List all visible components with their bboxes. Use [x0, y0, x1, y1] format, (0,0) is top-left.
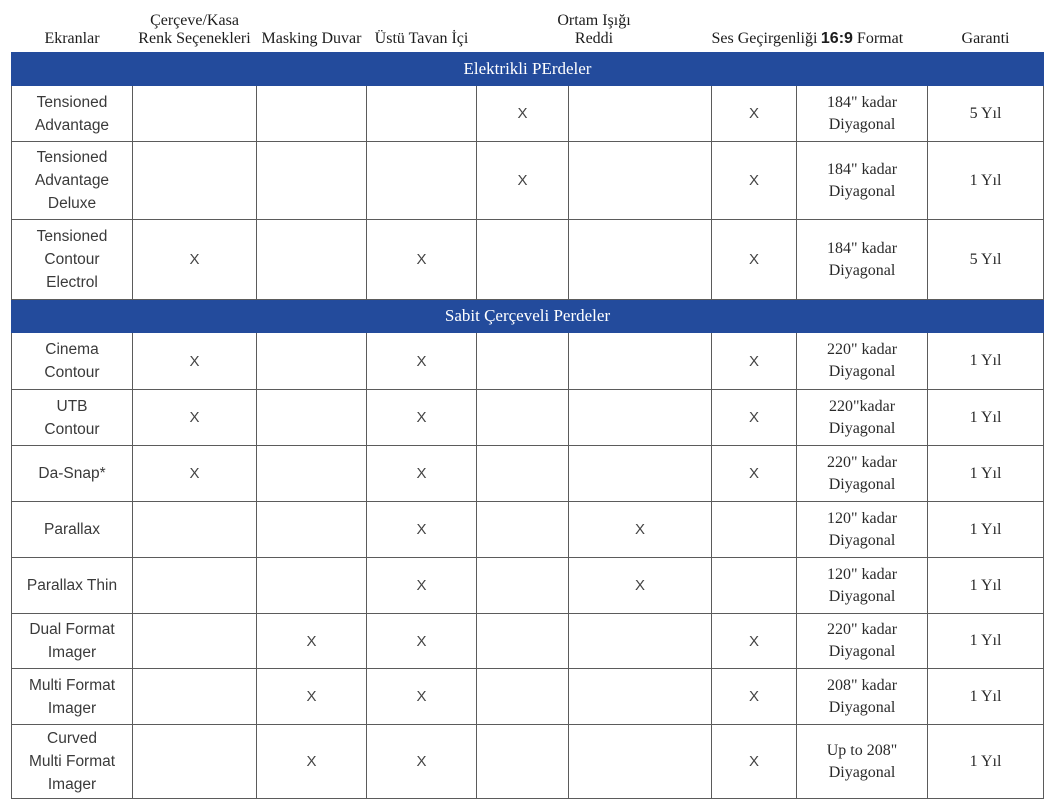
section-title: Sabit Çerçeveli Perdeler: [12, 300, 1044, 333]
header-warranty: Garanti: [961, 30, 1010, 47]
feature-mark-cell: [257, 446, 367, 502]
header-frame-color: Çerçeve/Kasa Renk Seçenekleri: [138, 12, 251, 47]
feature-mark-cell: [712, 558, 797, 614]
feature-mark-cell: [477, 558, 569, 614]
table-body: [12, 53, 1044, 799]
format-size-cell: 120" kadar Diyagonal: [797, 558, 928, 614]
feature-mark-cell: [477, 220, 569, 300]
feature-mark-cell: [477, 502, 569, 558]
feature-mark-cell: X: [257, 614, 367, 669]
feature-mark-cell: X: [367, 725, 477, 799]
feature-mark-cell: [477, 669, 569, 725]
feature-mark-cell: [477, 725, 569, 799]
header-masking-wall: Masking Duvar: [261, 30, 362, 47]
screen-name-cell: Dual Format Imager: [12, 614, 133, 669]
warranty-cell: 1 Yıl: [928, 558, 1044, 614]
feature-mark-cell: X: [712, 725, 797, 799]
feature-mark-cell: [569, 669, 712, 725]
feature-mark-cell: [477, 446, 569, 502]
header-acoustic-transparency: Ses Geçirgenliği: [711, 30, 818, 47]
feature-mark-cell: X: [712, 86, 797, 142]
feature-mark-cell: [569, 220, 712, 300]
feature-mark-cell: [569, 614, 712, 669]
feature-mark-cell: [257, 333, 367, 390]
warranty-cell: 5 Yıl: [928, 86, 1044, 142]
warranty-cell: 1 Yıl: [928, 142, 1044, 220]
feature-mark-cell: [133, 142, 257, 220]
section-header-row: [12, 300, 1044, 333]
feature-mark-cell: [257, 142, 367, 220]
feature-mark-cell: X: [477, 142, 569, 220]
feature-mark-cell: [569, 86, 712, 142]
feature-mark-cell: [257, 390, 367, 446]
feature-mark-cell: [133, 669, 257, 725]
header-row: [12, 0, 1044, 53]
feature-mark-cell: X: [367, 390, 477, 446]
comparison-table-container: [11, 0, 1043, 799]
feature-mark-cell: X: [367, 558, 477, 614]
screen-name-cell: Tensioned Contour Electrol: [12, 220, 133, 300]
format-size-cell: 220"kadar Diyagonal: [797, 390, 928, 446]
feature-mark-cell: [133, 614, 257, 669]
header-screens: Ekranlar: [44, 30, 100, 47]
feature-mark-cell: X: [569, 502, 712, 558]
feature-mark-cell: [257, 502, 367, 558]
warranty-cell: 1 Yıl: [928, 614, 1044, 669]
feature-mark-cell: X: [257, 669, 367, 725]
feature-mark-cell: X: [367, 446, 477, 502]
feature-mark-cell: X: [257, 725, 367, 799]
feature-mark-cell: X: [712, 446, 797, 502]
screen-name-cell: Cinema Contour: [12, 333, 133, 390]
feature-mark-cell: X: [712, 669, 797, 725]
feature-mark-cell: X: [712, 333, 797, 390]
table-row: [12, 333, 1044, 390]
format-size-cell: 184" kadar Diyagonal: [797, 142, 928, 220]
table-row: [12, 446, 1044, 502]
table-row: [12, 502, 1044, 558]
screen-name-cell: Parallax Thin: [12, 558, 133, 614]
feature-mark-cell: X: [477, 86, 569, 142]
feature-mark-cell: X: [712, 390, 797, 446]
feature-mark-cell: [569, 725, 712, 799]
format-size-cell: 184" kadar Diyagonal: [797, 86, 928, 142]
feature-mark-cell: [569, 446, 712, 502]
feature-mark-cell: [712, 502, 797, 558]
format-size-cell: 220" kadar Diyagonal: [797, 333, 928, 390]
feature-mark-cell: X: [367, 614, 477, 669]
section-title: Elektrikli PErdeler: [12, 53, 1044, 86]
format-size-cell: 208" kadar Diyagonal: [797, 669, 928, 725]
feature-mark-cell: X: [712, 220, 797, 300]
feature-mark-cell: X: [712, 142, 797, 220]
table-row: [12, 86, 1044, 142]
table-row: [12, 669, 1044, 725]
feature-mark-cell: [133, 502, 257, 558]
feature-mark-cell: X: [133, 446, 257, 502]
warranty-cell: 5 Yıl: [928, 220, 1044, 300]
feature-mark-cell: X: [569, 558, 712, 614]
section-header-row: [12, 53, 1044, 86]
feature-mark-cell: [133, 725, 257, 799]
warranty-cell: 1 Yıl: [928, 669, 1044, 725]
format-size-cell: 220" kadar Diyagonal: [797, 446, 928, 502]
screen-comparison-table: [11, 0, 1044, 799]
feature-mark-cell: [133, 86, 257, 142]
feature-mark-cell: [367, 142, 477, 220]
feature-mark-cell: [569, 333, 712, 390]
format-size-cell: Up to 208" Diyagonal: [797, 725, 928, 799]
warranty-cell: 1 Yıl: [928, 446, 1044, 502]
feature-mark-cell: X: [133, 333, 257, 390]
screen-name-cell: Curved Multi Format Imager: [12, 725, 133, 799]
table-row: [12, 725, 1044, 799]
feature-mark-cell: [257, 220, 367, 300]
feature-mark-cell: [569, 142, 712, 220]
table-row: [12, 390, 1044, 446]
feature-mark-cell: [477, 390, 569, 446]
header-ceiling-recessed: Üstü Tavan İçi: [374, 30, 469, 47]
screen-name-cell: Tensioned Advantage Deluxe: [12, 142, 133, 220]
format-size-cell: 120" kadar Diyagonal: [797, 502, 928, 558]
table-row: [12, 558, 1044, 614]
table-row: [12, 142, 1044, 220]
feature-mark-cell: [477, 614, 569, 669]
feature-mark-cell: [257, 558, 367, 614]
header-format: 16:9 Format: [820, 30, 904, 47]
screen-name-cell: Multi Format Imager: [12, 669, 133, 725]
screen-name-cell: UTB Contour: [12, 390, 133, 446]
warranty-cell: 1 Yıl: [928, 725, 1044, 799]
feature-mark-cell: X: [367, 502, 477, 558]
table-row: [12, 614, 1044, 669]
feature-mark-cell: [477, 333, 569, 390]
feature-mark-cell: [569, 390, 712, 446]
header-ambient-light-rejection: Ortam Işığı Reddi: [557, 12, 631, 47]
table-row: [12, 220, 1044, 300]
format-size-cell: 220" kadar Diyagonal: [797, 614, 928, 669]
feature-mark-cell: X: [367, 669, 477, 725]
warranty-cell: 1 Yıl: [928, 390, 1044, 446]
feature-mark-cell: X: [712, 614, 797, 669]
screen-name-cell: Tensioned Advantage: [12, 86, 133, 142]
feature-mark-cell: [257, 86, 367, 142]
warranty-cell: 1 Yıl: [928, 502, 1044, 558]
feature-mark-cell: [133, 558, 257, 614]
feature-mark-cell: X: [133, 390, 257, 446]
feature-mark-cell: X: [367, 333, 477, 390]
screen-name-cell: Da-Snap*: [12, 446, 133, 502]
screen-name-cell: Parallax: [12, 502, 133, 558]
format-size-cell: 184" kadar Diyagonal: [797, 220, 928, 300]
feature-mark-cell: X: [367, 220, 477, 300]
warranty-cell: 1 Yıl: [928, 333, 1044, 390]
feature-mark-cell: X: [133, 220, 257, 300]
feature-mark-cell: [367, 86, 477, 142]
